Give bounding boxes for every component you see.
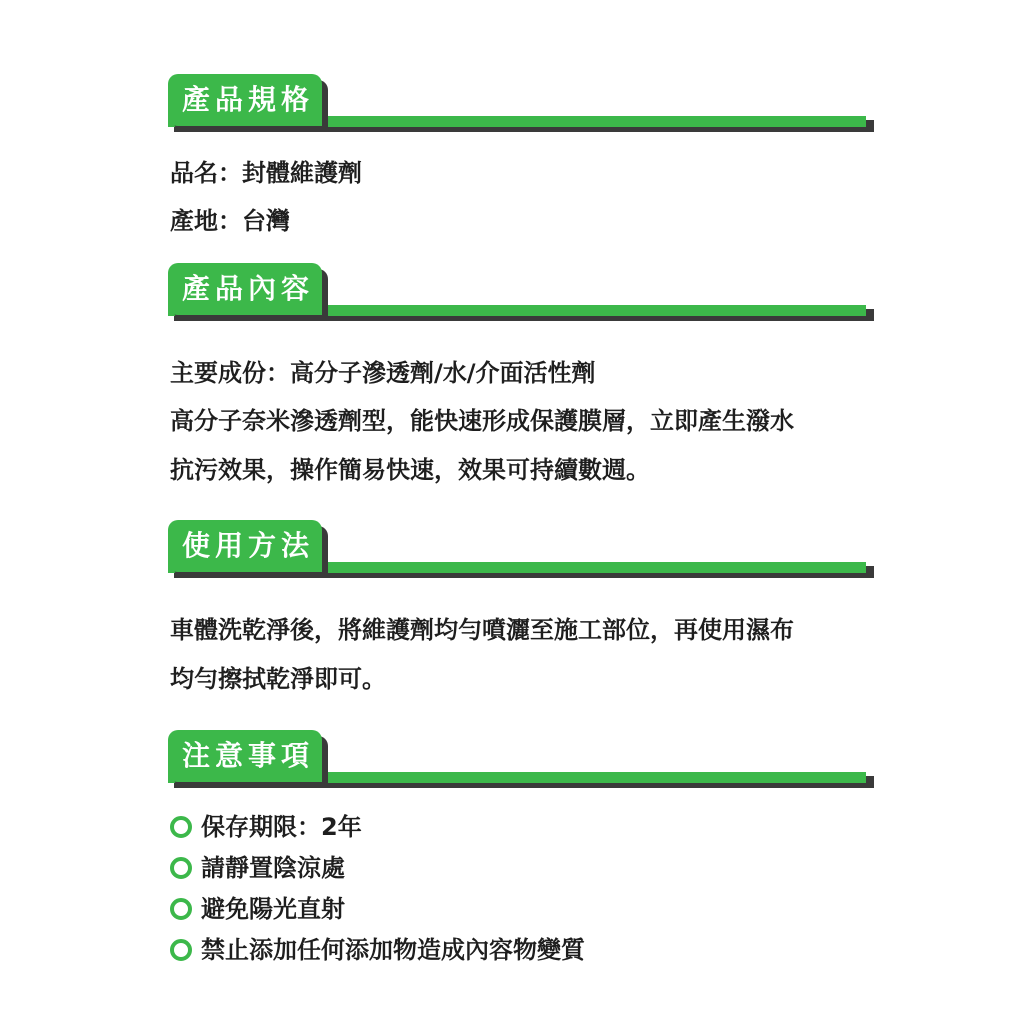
header-tab <box>168 263 322 315</box>
header-tab <box>168 520 322 572</box>
header-tab <box>168 730 322 782</box>
section-title: 產品內容 <box>182 272 315 305</box>
section-title: 產品規格 <box>182 83 315 116</box>
section-header-spec <box>168 74 874 134</box>
note-text: 請靜置陰涼處 <box>201 854 345 882</box>
header-tab <box>168 74 322 126</box>
section-title: 注意事項 <box>182 739 315 772</box>
note-text: 禁止添加任何添加物造成內容物變質 <box>201 936 585 964</box>
list-item <box>170 934 585 966</box>
ring-bullet-icon <box>170 857 192 879</box>
ring-bullet-icon <box>170 816 192 838</box>
ring-bullet-icon <box>170 898 192 920</box>
list-item <box>170 852 345 884</box>
section-header-usage <box>168 520 874 580</box>
note-text: 避免陽光直射 <box>201 895 345 923</box>
spec-line-origin: 產地：台灣 <box>170 207 290 235</box>
section-title: 使用方法 <box>182 529 315 562</box>
usage-line-1: 車體洗乾淨後，將維護劑均勻噴灑至施工部位，再使用濕布 <box>170 616 794 644</box>
spec-line-name: 品名：封體維護劑 <box>170 159 362 187</box>
list-item <box>170 811 362 843</box>
ring-bullet-icon <box>170 939 192 961</box>
content-line-ingredients: 主要成份：高分子滲透劑/水/介面活性劑 <box>170 359 596 387</box>
content-line-desc-2: 抗污效果，操作簡易快速，效果可持續數週。 <box>170 456 650 484</box>
usage-line-2: 均勻擦拭乾淨即可。 <box>170 665 386 693</box>
section-header-notes <box>168 730 874 790</box>
content-line-desc-1: 高分子奈米滲透劑型，能快速形成保護膜層，立即產生潑水 <box>170 407 794 435</box>
section-header-content <box>168 263 874 323</box>
list-item <box>170 893 345 925</box>
note-text: 保存期限：2年 <box>201 813 362 841</box>
